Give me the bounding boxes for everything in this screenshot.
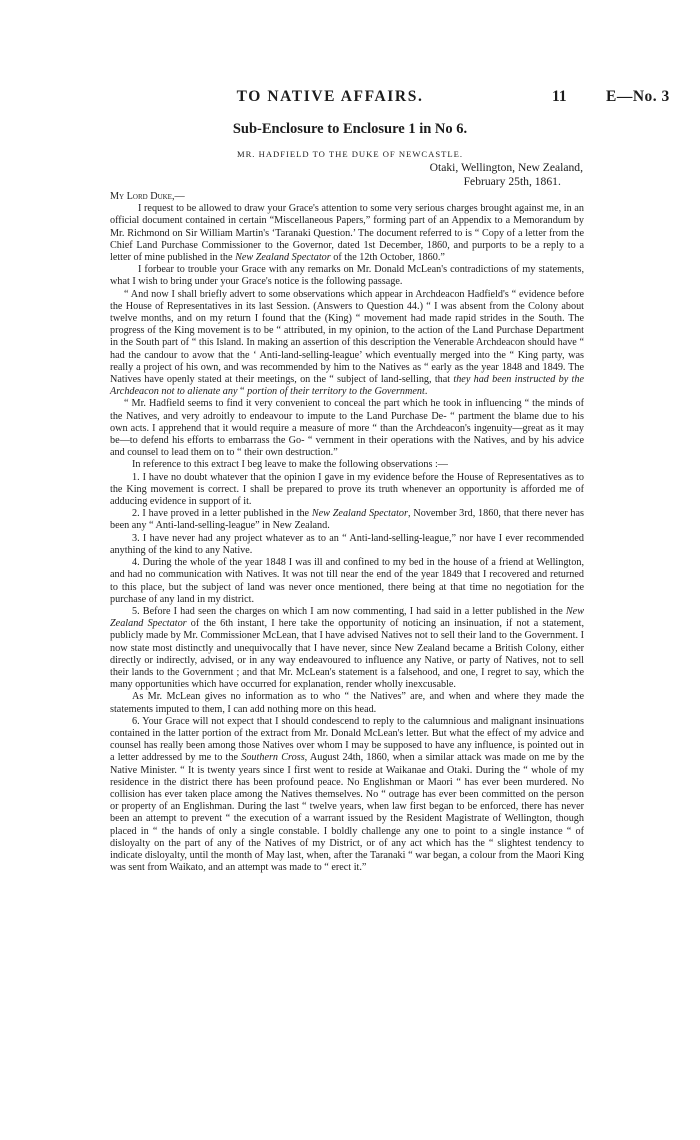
letter-place: Otaki, Wellington, New Zealand, xyxy=(429,161,583,174)
page-number: 11 xyxy=(552,88,567,105)
salutation: My Lord Duke,— xyxy=(110,191,185,202)
numbered-paragraph: 1. I have no doubt whatever that the opinion I gave in my evidence before the House of Representatives as to the King movement is correct. I shall be prepared to prove its truth whenever an opportunity is afforded me of adducing evidence in support of it. xyxy=(110,471,584,508)
letter-body xyxy=(110,191,584,874)
paragraph: I request to be allowed to draw your Grace's attention to some very serious charges brought against me, in an official document contained in certain “Miscellaneous Papers,” forming part of an Appendix to a Memorandum by Mr. Richmond on Sir William Martin's ‘Taranaki Question.’ The document referred to is “ Copy of a letter from the Chief Land Purchase Commissioner to the Governor, dated 1st December, 1860, and purports to be a reply to a letter of mine published in the New Zealand Spectator of the 12th October, 1860.” xyxy=(110,203,584,264)
numbered-paragraph: 2. I have proved in a letter published in the New Zealand Spectator, November 3rd, 1860, that there never has been any “ Anti-land-selling-league” in New Zealand. xyxy=(110,508,584,532)
document-code: E—No. 3 xyxy=(606,88,670,105)
numbered-paragraph: 3. I have never had any project whatever as to an “ Anti-land-selling-league,” nor have I ever recommended anything of the kind to any Native. xyxy=(110,532,584,556)
paragraph: I forbear to trouble your Grace with any remarks on Mr. Donald McLean's contradictions of my statements, what I wish to bring under your Grace's notice is the following passage. xyxy=(110,264,584,288)
numbered-paragraph: 6. Your Grace will not expect that I should condescend to reply to the calumnious and malignant insinuations contained in the latter portion of the extract from Mr. Donald McLean's letter. But what the effect of my advice and counsel has really been among those Natives over whom I may be supposed to have any influence, is pointed out in a letter addressed by me to the Southern Cross, August 24th, 1860, when a similar attack was made on me by the Native Minister. “ It is twenty years since I first went to reside at Waikanae and Otaki. During the “ whole of my residence in the district there has been profound peace. No Englishman or Maori “ has ever been murdered. No collision has ever taken place among the Natives themselves. No “ outrage has ever been committed on the person or property of an Englishman. During the last “ twelve years, when law first began to be enforced, there has never been an attempt to prevent “ the execution of a warrant issued by the Resident Magistrate of Wellington, though placed in “ the hands of only a single constable. I boldly challenge any one to point to a single instance “ of disloyalty on the part of any of the Natives of my District, or of any act which has the “ slightest tendency to indicate disloyalty, until the month of May last, when, after the Taranaki “ war began, a colour from the Maori King was sent from Waikato, and an attempt was made to “ erect it.” xyxy=(110,715,584,874)
letter-date: February 25th, 1861. xyxy=(463,175,561,188)
letter-place-date xyxy=(430,161,583,189)
numbered-paragraph: 5. Before I had seen the charges on which I am now commenting, I had said in a letter published in the New Zealand Spectator of the 6th instant, I here take the opportunity of noticing an insinuation, if not a statement, publicly made by Mr. Commissioner McLean, that I have advised Natives not to sell their land to the Government. I now state most distinctly and unequivocally that I have never, since New Zealand became a British Colony, either directly or indirectly, advised, or in any way endeavoured to influence any Native, or party of Natives, not to sell their lands to the Government ; and that Mr. McLean's statement is a falsehood, and one, I regret to say, which the many opportunities which have occurred for explanation, render wholly inexcusable. xyxy=(110,605,584,691)
numbered-paragraph: 4. During the whole of the year 1848 I was ill and confined to my bed in the house of a friend at Wellington, and had no communication with Natives. It was not till near the end of the year 1849 that I recovered and returned to this place, but the subject of land was never once mentioned, there being at that time no negotiation for the purchase of any land in my district. xyxy=(110,557,584,605)
enclosure-heading: Sub-Enclosure to Enclosure 1 in No 6. xyxy=(232,121,468,137)
letter-caption: MR. HADFIELD TO THE DUKE OF NEWCASTLE. xyxy=(236,149,464,159)
header-title: TO NATIVE AFFAIRS. xyxy=(236,88,424,105)
paragraph: As Mr. McLean gives no information as to who “ the Natives” are, and when and where they made the statements imputed to them, I can add nothing more on this head. xyxy=(110,691,584,715)
quoted-paragraph: “ And now I shall briefly advert to some observations which appear in Archdeacon Hadfield's “ evidence before the House of Representatives in its last Session. (Answers to Question 44.) “ I was absent from the Colony about twelve months, and on my return I found that the (King) “ movement had made rapid strides in the South. The progress of the King movement is to be “ attributed, in my opinion, to the action of the Land Purchase Department in the South part of “ this Island. In making an assertion of this description the Venerable Archdeacon should have “ had the candour to avow that the ‘ Anti-land-selling-league’ which eventually merged into the “ King party, was really a project of his own, and was recommended by him to the Natives as “ early as the year 1848 and 1849. The Natives have openly stated at their meetings, on the “ subject of land-selling, that they had been instructed by the Archdeacon not to alienate any “ portion of their territory to the Government. xyxy=(110,288,585,398)
quoted-paragraph: “ Mr. Hadfield seems to find it very convenient to conceal the part which he took in influencing “ the minds of the Natives, and very adroitly to endeavour to impute to the Land Purchase De- “ partment the blame due to his own acts. I apprehend that it would require a measure of more “ than the Archdeacon's ingenuity—great as it may be—to defend his efforts to embarrass the Go- “ vernment in their operations with the Natives, and by his advice and counsel to lead them on to “ their own destruction.” xyxy=(110,398,584,459)
paragraph: In reference to this extract I beg leave to make the following observations :— xyxy=(132,459,448,471)
running-header xyxy=(0,88,700,108)
